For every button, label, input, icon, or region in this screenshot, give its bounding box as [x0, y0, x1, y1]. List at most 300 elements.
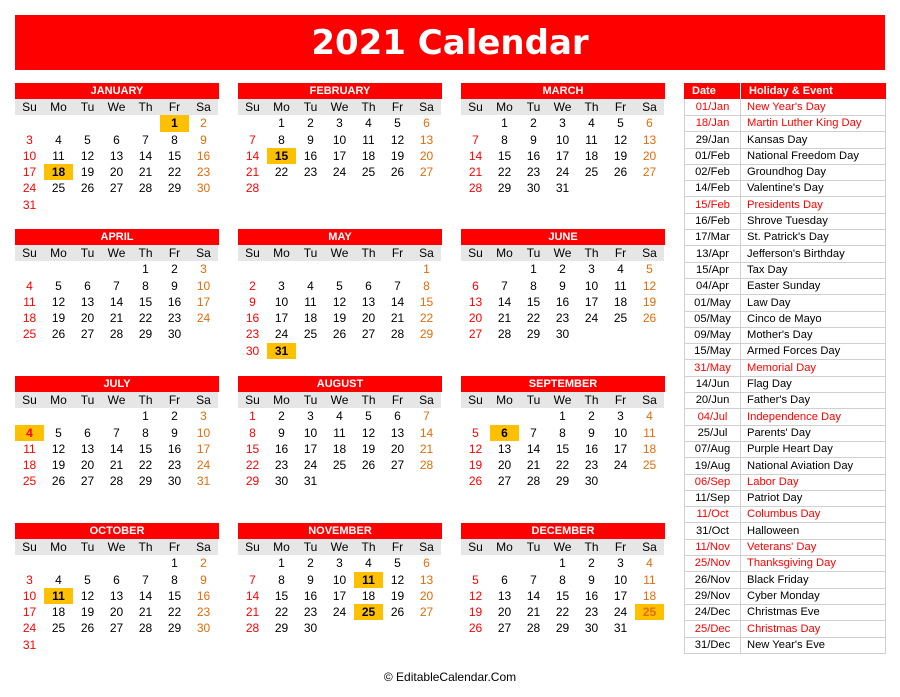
holiday-row [684, 572, 886, 588]
weekday-label: Fr [383, 539, 412, 555]
day-cell: 17 [332, 148, 347, 163]
day-cell: 26 [361, 458, 376, 473]
day-cell: 3 [559, 116, 566, 131]
day-cell: 10 [196, 278, 211, 293]
holiday-row [684, 458, 886, 474]
day-cell: 19 [613, 148, 628, 163]
day-cell: 2 [278, 409, 285, 424]
holiday-event: Cyber Monday [741, 588, 886, 605]
day-cell: 5 [472, 572, 479, 587]
day-cell: 3 [336, 116, 343, 131]
day-cell: 12 [361, 425, 376, 440]
day-cell: 17 [22, 605, 37, 620]
day-cell: 29 [245, 474, 260, 489]
day-cell: 22 [555, 458, 570, 473]
day-cell: 24 [555, 165, 570, 180]
weekday-label: Th [577, 539, 606, 555]
day-cell: 5 [394, 116, 401, 131]
weekday-label: Sa [635, 539, 664, 555]
day-cell: 20 [642, 148, 657, 163]
day-cell: 19 [51, 458, 66, 473]
weekday-label: Th [131, 245, 160, 261]
holiday-row [684, 246, 886, 262]
weekday-label: Tu [519, 99, 548, 115]
holiday-date: 05/May [684, 311, 741, 328]
weekday-label: We [548, 99, 577, 115]
day-cell: 18 [51, 605, 66, 620]
day-cell: 21 [245, 165, 260, 180]
holiday-row [684, 539, 886, 555]
day-cell: 24 [22, 621, 37, 636]
day-cell: 7 [142, 572, 149, 587]
holiday-event: Martin Luther King Day [741, 115, 886, 132]
day-cell: 21 [526, 458, 541, 473]
month-name: JANUARY [15, 83, 219, 99]
day-cell: 27 [497, 474, 512, 489]
day-cell: 30 [584, 474, 599, 489]
holiday-row [684, 376, 886, 392]
day-cell: 7 [249, 132, 256, 147]
holiday-date: 02/Feb [684, 164, 741, 181]
month-january [15, 83, 219, 213]
holiday-date: 01/Feb [684, 148, 741, 165]
holiday-event: New Year's Day [741, 99, 886, 116]
holiday-date: 25/Jul [684, 425, 741, 442]
weekday-label: Fr [160, 245, 189, 261]
day-cell: 4 [336, 409, 343, 424]
day-cell: 15 [419, 294, 434, 309]
day-cell: 5 [84, 572, 91, 587]
day-cell: 24 [584, 311, 599, 326]
day-cell: 10 [303, 425, 318, 440]
day-cell: 23 [555, 311, 570, 326]
day-cell: 16 [526, 148, 541, 163]
weekday-label: Mo [267, 245, 296, 261]
day-cell: 2 [200, 556, 207, 571]
weekday-label: Mo [267, 99, 296, 115]
day-cell: 27 [642, 165, 657, 180]
month-name: FEBRUARY [238, 83, 442, 99]
day-cell: 22 [419, 311, 434, 326]
day-cell: 22 [274, 165, 289, 180]
holiday-date: 15/Apr [684, 262, 741, 279]
empty-day-cell [238, 115, 267, 131]
month-day-grid [15, 99, 218, 213]
holiday-event: Veterans' Day [741, 539, 886, 556]
month-name: SEPTEMBER [461, 376, 665, 392]
holiday-event: Christmas Day [741, 621, 886, 638]
month-june [461, 229, 665, 359]
day-cell: 25 [613, 311, 628, 326]
day-cell: 28 [526, 474, 541, 489]
day-cell: 16 [245, 311, 260, 326]
day-cell: 31 [22, 197, 37, 212]
day-cell: 21 [138, 165, 153, 180]
weekday-label: We [325, 245, 354, 261]
day-cell: 15 [245, 441, 260, 456]
day-cell: 16 [196, 588, 211, 603]
day-cell: 5 [55, 278, 62, 293]
weekday-label: Sa [412, 539, 441, 555]
weekday-label: Fr [160, 539, 189, 555]
day-cell: 15 [555, 441, 570, 456]
month-february [238, 83, 442, 213]
holiday-date: 31/Oct [684, 523, 741, 540]
weekday-label: Th [354, 99, 383, 115]
holiday-event: Valentine's Day [741, 180, 886, 197]
day-cell: 10 [332, 132, 347, 147]
day-cell: 22 [167, 165, 182, 180]
day-cell: 16 [167, 441, 182, 456]
day-cell: 8 [142, 425, 149, 440]
day-cell: 21 [390, 311, 405, 326]
day-cell: 13 [497, 441, 512, 456]
day-cell: 31 [303, 474, 318, 489]
empty-day-cell [519, 408, 548, 424]
holiday-event-header: Holiday & Event [749, 85, 833, 97]
day-cell: 17 [196, 441, 211, 456]
day-cell: 22 [497, 165, 512, 180]
day-cell: 14 [245, 148, 260, 163]
calendar-title-banner [15, 15, 885, 70]
weekday-label: Su [238, 539, 267, 555]
day-cell: 23 [245, 327, 260, 342]
empty-day-cell [519, 555, 548, 571]
day-cell: 3 [26, 572, 33, 587]
month-day-grid [238, 539, 441, 653]
holiday-row [684, 506, 886, 522]
day-cell: 12 [80, 148, 95, 163]
holiday-row [684, 295, 886, 311]
holiday-row [684, 392, 886, 408]
day-cell: 29 [555, 474, 570, 489]
day-cell: 26 [51, 327, 66, 342]
day-cell: 30 [274, 474, 289, 489]
day-cell: 15 [138, 294, 153, 309]
day-cell: 23 [167, 458, 182, 473]
month-december [461, 523, 665, 653]
empty-day-cell [325, 261, 354, 277]
day-cell: 21 [468, 165, 483, 180]
day-cell: 2 [200, 116, 207, 131]
weekday-label: Sa [412, 392, 441, 408]
holiday-event: National Aviation Day [741, 458, 886, 475]
day-cell: 23 [303, 605, 318, 620]
month-name: MAY [238, 229, 442, 245]
day-cell: 30 [245, 343, 260, 358]
day-cell: 1 [249, 409, 256, 424]
holiday-row [684, 164, 886, 180]
day-cell: 21 [497, 311, 512, 326]
day-cell: 20 [80, 458, 95, 473]
day-cell: 11 [23, 441, 36, 456]
day-cell: 12 [468, 588, 483, 603]
day-cell: 12 [390, 572, 405, 587]
empty-day-cell [44, 555, 73, 571]
day-cell: 26 [332, 327, 347, 342]
day-cell: 11 [362, 132, 375, 147]
holiday-row [684, 360, 886, 376]
empty-day-cell [15, 115, 44, 131]
holiday-date: 31/Dec [684, 637, 741, 654]
day-cell: 24 [196, 311, 211, 326]
day-cell: 3 [307, 409, 314, 424]
weekday-label: Su [15, 392, 44, 408]
day-cell: 19 [390, 588, 405, 603]
month-name: AUGUST [238, 376, 442, 392]
holiday-row [684, 490, 886, 506]
holiday-row [684, 311, 886, 327]
day-cell: 8 [171, 132, 178, 147]
empty-day-cell [490, 555, 519, 571]
day-cell: 12 [613, 132, 628, 147]
weekday-label: We [325, 539, 354, 555]
holiday-event: Tax Day [741, 262, 886, 279]
day-cell: 14 [468, 148, 483, 163]
day-cell: 16 [555, 294, 570, 309]
empty-day-cell [102, 261, 131, 277]
day-cell: 8 [530, 278, 537, 293]
day-cell: 9 [307, 132, 314, 147]
day-cell: 3 [336, 556, 343, 571]
day-cell: 5 [646, 262, 653, 277]
month-september [461, 376, 665, 506]
holiday-rows [684, 99, 886, 653]
day-cell: 6 [501, 572, 508, 587]
day-cell: 10 [584, 278, 599, 293]
weekday-label: Mo [267, 392, 296, 408]
day-cell: 28 [526, 621, 541, 636]
day-cell: 1 [501, 116, 508, 131]
weekday-label: Fr [606, 245, 635, 261]
day-cell: 18 [613, 294, 628, 309]
day-cell: 2 [171, 262, 178, 277]
day-cell: 2 [249, 278, 256, 293]
day-cell: 31 [613, 621, 628, 636]
day-cell: 14 [390, 294, 405, 309]
holiday-date: 11/Nov [684, 539, 741, 556]
holiday-date: 11/Sep [684, 490, 741, 507]
month-november [238, 523, 442, 653]
day-cell: 11 [643, 425, 656, 440]
weekday-label: Tu [296, 392, 325, 408]
day-cell: 22 [274, 605, 289, 620]
holiday-date: 31/May [684, 360, 741, 377]
holiday-event: Mother's Day [741, 327, 886, 344]
day-cell: 15 [167, 588, 182, 603]
weekday-label: Su [15, 99, 44, 115]
weekday-label: Mo [44, 245, 73, 261]
day-cell: 3 [617, 409, 624, 424]
day-cell: 21 [109, 458, 124, 473]
day-cell: 27 [361, 327, 376, 342]
day-cell: 21 [138, 605, 153, 620]
weekday-label: Fr [606, 539, 635, 555]
day-cell: 18 [361, 588, 376, 603]
weekday-label: Mo [44, 539, 73, 555]
empty-day-cell [44, 261, 73, 277]
day-cell: 6 [472, 278, 479, 293]
day-cell: 12 [332, 294, 347, 309]
holiday-row [684, 474, 886, 490]
weekday-label: We [102, 99, 131, 115]
day-cell: 17 [303, 441, 318, 456]
weekday-label: Mo [44, 99, 73, 115]
holiday-day-cell: 31 [267, 343, 296, 359]
day-cell: 10 [22, 588, 37, 603]
day-cell: 20 [80, 311, 95, 326]
day-cell: 18 [332, 441, 347, 456]
month-day-grid [15, 245, 218, 359]
day-cell: 17 [196, 294, 211, 309]
day-cell: 9 [530, 132, 537, 147]
day-cell: 10 [555, 132, 570, 147]
day-cell: 4 [646, 556, 653, 571]
day-cell: 16 [303, 148, 318, 163]
day-cell: 4 [365, 556, 372, 571]
day-cell: 5 [617, 116, 624, 131]
day-cell: 29 [274, 621, 289, 636]
day-cell: 12 [51, 441, 66, 456]
holiday-row [684, 197, 886, 213]
empty-day-cell [238, 555, 267, 571]
day-cell: 23 [196, 605, 211, 620]
holiday-date: 17/Mar [684, 229, 741, 246]
day-cell: 20 [497, 458, 512, 473]
empty-day-cell [490, 261, 519, 277]
day-cell: 17 [584, 294, 599, 309]
day-cell: 29 [138, 327, 153, 342]
weekday-label: We [102, 392, 131, 408]
day-cell: 13 [497, 588, 512, 603]
empty-day-cell [354, 261, 383, 277]
day-cell: 23 [167, 311, 182, 326]
holiday-date: 09/May [684, 327, 741, 344]
day-cell: 17 [613, 588, 628, 603]
day-cell: 9 [278, 425, 285, 440]
empty-day-cell [461, 408, 490, 424]
holiday-day-cell: 25 [354, 604, 383, 620]
day-cell: 25 [51, 181, 66, 196]
month-day-grid [238, 99, 441, 213]
day-cell: 4 [307, 278, 314, 293]
day-cell: 7 [530, 425, 537, 440]
day-cell: 20 [419, 148, 434, 163]
day-cell: 27 [497, 621, 512, 636]
day-cell: 10 [613, 425, 628, 440]
day-cell: 4 [365, 116, 372, 131]
holiday-day-cell: 1 [160, 115, 189, 131]
holiday-date: 18/Jan [684, 115, 741, 132]
day-cell: 24 [22, 181, 37, 196]
weekday-label: We [102, 245, 131, 261]
day-cell: 29 [167, 621, 182, 636]
day-cell: 13 [468, 294, 483, 309]
empty-day-cell [73, 261, 102, 277]
weekday-label: Su [238, 99, 267, 115]
day-cell: 16 [167, 294, 182, 309]
day-cell: 30 [555, 327, 570, 342]
day-cell: 16 [584, 588, 599, 603]
month-day-grid [15, 539, 218, 653]
holiday-date: 25/Nov [684, 555, 741, 572]
weekday-label: Su [15, 539, 44, 555]
month-day-grid [238, 245, 441, 359]
day-cell: 27 [419, 605, 434, 620]
day-cell: 6 [84, 425, 91, 440]
day-cell: 1 [142, 262, 149, 277]
holiday-row [684, 115, 886, 131]
holiday-event: Parents' Day [741, 425, 886, 442]
month-july [15, 376, 219, 506]
day-cell: 3 [278, 278, 285, 293]
holiday-event: Christmas Eve [741, 604, 886, 621]
day-cell: 24 [332, 165, 347, 180]
day-cell: 28 [245, 621, 260, 636]
day-cell: 6 [423, 116, 430, 131]
holiday-row [684, 343, 886, 359]
empty-day-cell [383, 261, 412, 277]
day-cell: 19 [361, 441, 376, 456]
day-cell: 12 [642, 278, 657, 293]
holiday-date: 04/Jul [684, 409, 741, 426]
weekday-label: Tu [296, 539, 325, 555]
holiday-row [684, 229, 886, 245]
weekday-label: Sa [189, 99, 218, 115]
day-cell: 9 [200, 132, 207, 147]
empty-day-cell [267, 261, 296, 277]
weekday-label: Sa [412, 245, 441, 261]
holiday-day-cell: 18 [44, 164, 73, 180]
day-cell: 31 [555, 181, 570, 196]
day-cell: 23 [584, 458, 599, 473]
day-cell: 8 [278, 572, 285, 587]
holiday-event: Memorial Day [741, 360, 886, 377]
day-cell: 2 [307, 116, 314, 131]
day-cell: 1 [142, 409, 149, 424]
empty-day-cell [461, 555, 490, 571]
day-cell: 18 [584, 148, 599, 163]
day-cell: 14 [138, 588, 153, 603]
holiday-date: 29/Nov [684, 588, 741, 605]
month-name: OCTOBER [15, 523, 219, 539]
holiday-event: Law Day [741, 295, 886, 312]
weekday-label: Sa [635, 99, 664, 115]
day-cell: 11 [585, 132, 598, 147]
weekday-label: Th [354, 539, 383, 555]
month-day-grid [461, 245, 664, 359]
holiday-date: 25/Dec [684, 621, 741, 638]
empty-day-cell [15, 408, 44, 424]
holiday-date: 01/Jan [684, 99, 741, 116]
holiday-date: 15/Feb [684, 197, 741, 214]
day-cell: 2 [559, 262, 566, 277]
day-cell: 21 [419, 441, 434, 456]
holiday-date: 16/Feb [684, 213, 741, 230]
empty-day-cell [296, 261, 325, 277]
day-cell: 6 [84, 278, 91, 293]
day-cell: 3 [200, 262, 207, 277]
day-cell: 14 [109, 441, 124, 456]
holiday-date: 07/Aug [684, 441, 741, 458]
empty-day-cell [15, 261, 44, 277]
day-cell: 8 [559, 425, 566, 440]
day-cell: 27 [390, 458, 405, 473]
day-cell: 20 [468, 311, 483, 326]
day-cell: 15 [526, 294, 541, 309]
day-cell: 3 [617, 556, 624, 571]
weekday-label: Su [461, 99, 490, 115]
